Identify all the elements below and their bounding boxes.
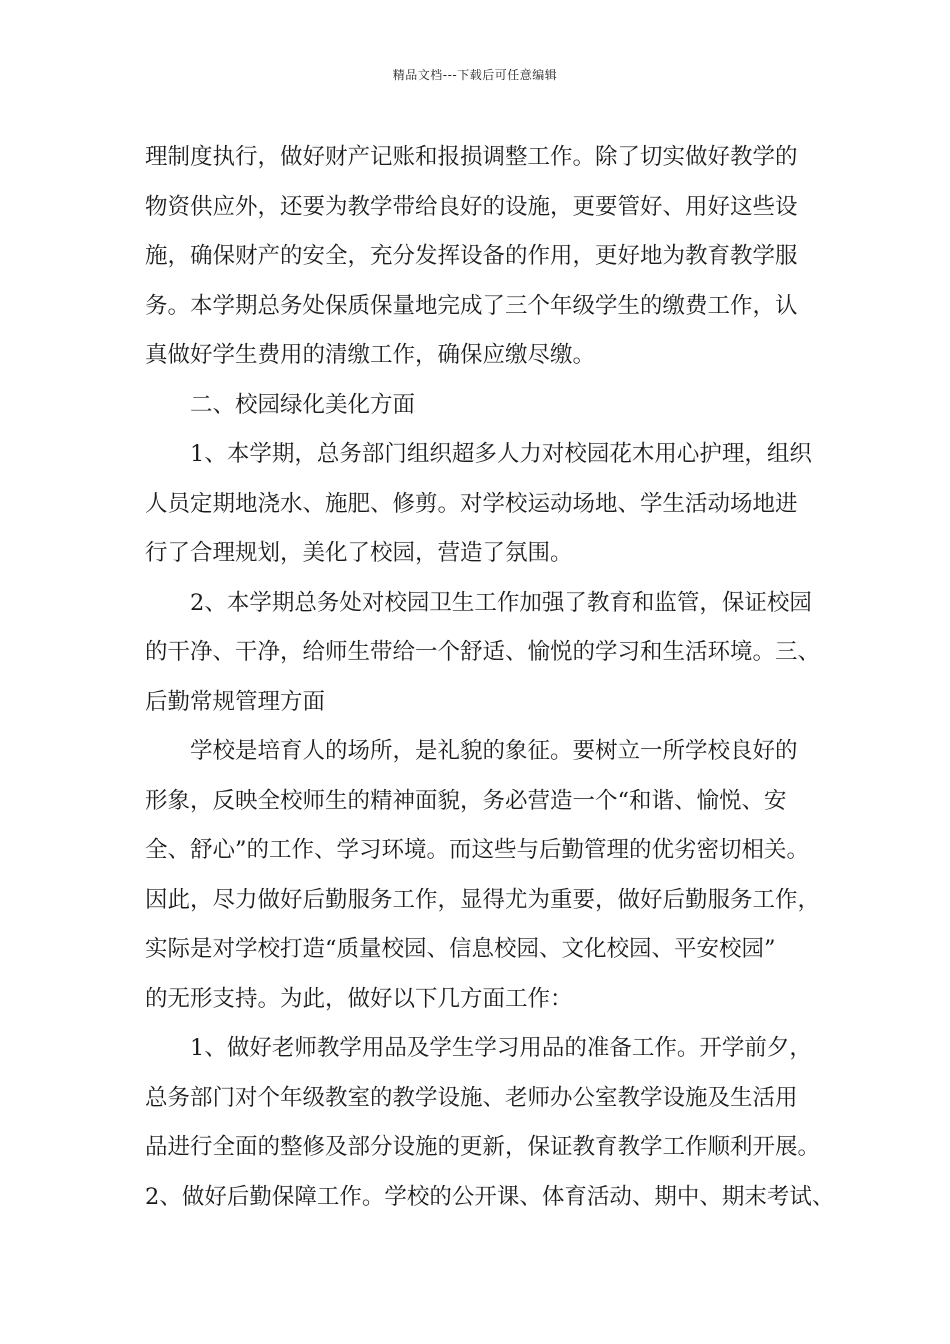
text-line: 后勤常规管理方面 (145, 688, 326, 715)
text-line: 1、本学期，总务部门组织超多人力对校园花木用心护理，组织 (190, 441, 812, 467)
text-line: 总务部门对个年级教室的教学设施、老师办公室教学设施及生活用 (145, 1084, 798, 1111)
text-line: 人员定期地浇水、施肥、修剪。对学校运动场地、学生活动场地进 (145, 490, 798, 517)
text-line: 施，确保财产的安全，充分发挥设备的作用，更好地为教育教学服 (145, 243, 798, 269)
text-line: 物资供应外，还要为教学带给良好的设施，更要管好、用好这些设 (145, 193, 798, 220)
text-line: 的无形支持。为此，做好以下几方面工作： (145, 985, 573, 1012)
text-line: 真做好学生费用的清缴工作，确保应缴尽缴。 (145, 342, 596, 368)
document-body (145, 133, 835, 1222)
text-line: 2、做好后勤保障工作。学校的公开课、体育活动、期中、期末考试、 (145, 1183, 835, 1210)
text-line: 实际是对学校打造“质量校园、信息校园、文化校园、平安校园” (145, 936, 776, 962)
section-heading: 二、校园绿化美化方面 (190, 391, 416, 418)
text-line: 2、本学期总务处对校园卫生工作加强了教育和监管，保证校园 (190, 589, 812, 616)
text-line: 理制度执行，做好财产记账和报损调整工作。除了切实做好教学的 (145, 144, 798, 170)
text-line: 的干净、干净，给师生带给一个舒适、愉悦的学习和生活环境。三、 (145, 639, 821, 665)
text-line: 全、舒心”的工作、学习环境。而这些与后勤管理的优劣密切相关。 (145, 837, 810, 863)
text-line: 1、做好老师教学用品及学生学习用品的准备工作。开学前夕， (190, 1035, 812, 1061)
text-line: 学校是培育人的场所，是礼貌的象征。要树立一所学校良好的 (190, 738, 798, 764)
text-line: 行了合理规划，美化了校园，营造了氛围。 (145, 540, 573, 566)
text-line: 因此，尽力做好后勤服务工作，显得尤为重要，做好后勤服务工作， (145, 886, 821, 913)
text-line: 品进行全面的整修及部分设施的更新，保证教育教学工作顺利开展。 (145, 1134, 821, 1160)
page-header: 精品文档---下载后可任意编辑 (392, 68, 558, 82)
text-line: 形象，反映全校师生的精神面貌，务必营造一个“和谐、愉悦、安 (145, 787, 787, 814)
text-line: 务。本学期总务处保质保量地完成了三个年级学生的缴费工作，认 (145, 292, 798, 319)
